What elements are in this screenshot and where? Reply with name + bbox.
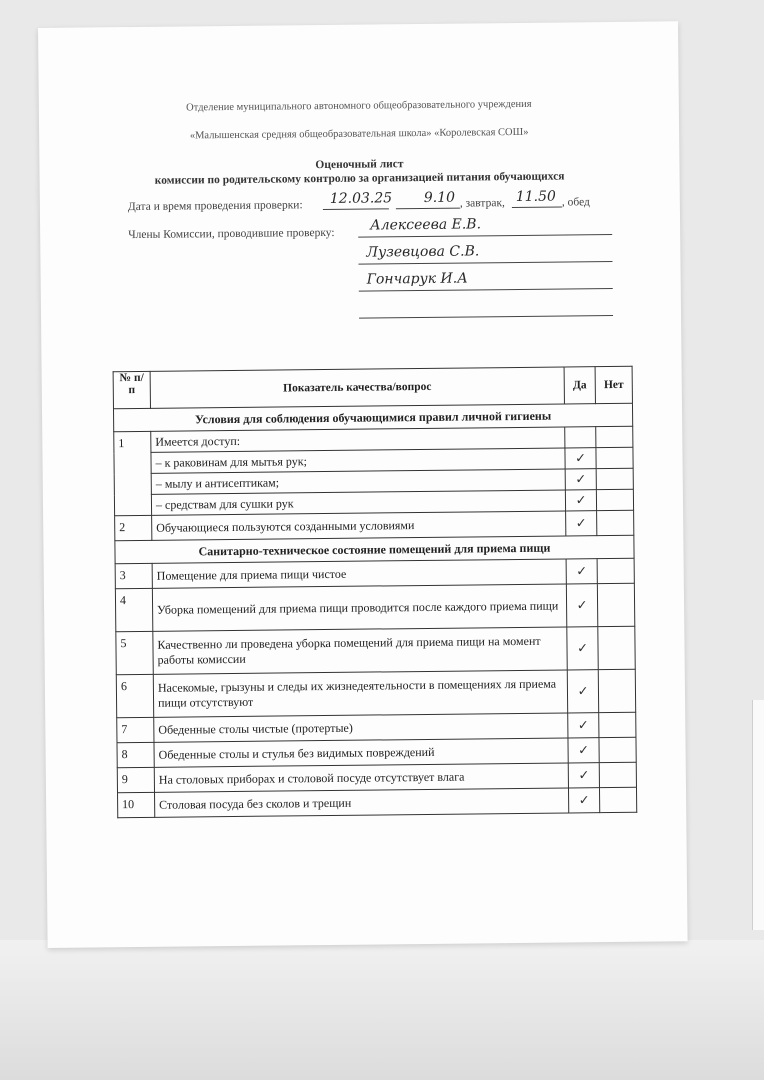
member-name-2: Лузевцова С.В. [366, 243, 480, 261]
header-yes: Да [564, 367, 595, 404]
row-text: Обеденные столы и стулья без видимых повреждений [154, 738, 568, 767]
no-cell [596, 447, 633, 468]
yes-cell: ✓ [566, 584, 597, 627]
no-cell [596, 468, 633, 489]
no-cell [598, 669, 635, 712]
no-cell [599, 787, 636, 812]
document-page [38, 21, 688, 948]
yes-cell: ✓ [565, 490, 596, 511]
yes-cell: ✓ [568, 713, 599, 738]
section-title-2: Санитарно-техническое состояние помещений для приема пищи [115, 535, 634, 563]
table-row [118, 787, 637, 817]
row-text: Столовая посуда без сколов и трещин [155, 788, 569, 817]
time1-value: 9.10 [423, 189, 456, 206]
no-cell [598, 626, 635, 669]
yes-cell: ✓ [566, 559, 597, 584]
evaluation-table [113, 366, 638, 818]
row-num: 9 [117, 767, 154, 792]
yes-cell [565, 427, 596, 448]
row-text: – средствам для сушки рук [151, 490, 565, 515]
row-text: – мылу и антисептикам; [151, 469, 565, 494]
table-row [116, 626, 635, 674]
section-title-1: Условия для соблюдения обучающимися правил личной гигиены [113, 403, 632, 431]
row-text: Уборка помещений для приема пищи проводится после каждого приема пищи [152, 584, 566, 631]
row-text: Обеденные столы чистые (протертые) [154, 713, 568, 742]
row-num: 1 [114, 431, 152, 515]
table-row [116, 669, 635, 717]
row-num: 4 [115, 588, 152, 631]
row-num: 2 [115, 515, 152, 540]
background-surface [0, 940, 764, 1080]
header-line-2: «Малышенская средняя общеобразовательная школа» «Королевская СОШ» [189, 126, 529, 142]
meal1-label: , завтрак, [459, 197, 505, 210]
document-title: Оценочный лист [315, 158, 404, 172]
date-value: 12.03.25 [329, 190, 393, 207]
yes-cell: ✓ [565, 469, 596, 490]
no-cell [597, 583, 634, 626]
no-cell [596, 426, 633, 447]
yes-cell: ✓ [567, 670, 598, 713]
row-text: На столовых приборах и столовой посуде отсутствует влага [154, 763, 568, 792]
row-text: Насекомые, грызуны и следы их жизнедеятельности в помещениях ля приема пищи отсутствуют [153, 670, 567, 717]
row-text: Имеется доступ: [151, 427, 565, 452]
no-cell [597, 558, 634, 583]
meal2-label: , обед [561, 196, 590, 209]
no-cell [596, 489, 633, 510]
inspection-label: Дата и время проведения проверки: [127, 199, 303, 214]
table-header-row [113, 366, 632, 408]
time2-value: 11.50 [515, 188, 556, 206]
members-label: Члены Комиссии, проводившие проверку: [128, 226, 335, 242]
no-cell [599, 712, 636, 737]
row-num: 5 [116, 631, 153, 674]
yes-cell: ✓ [565, 448, 596, 469]
table-row [115, 583, 634, 631]
yes-cell: ✓ [566, 511, 597, 536]
row-num: 3 [115, 563, 152, 588]
row-text: Качественно ли проведена уборка помещений для приема пищи на момент работы комиссии [153, 627, 567, 674]
member-name-3: Гончарук И.А [366, 270, 468, 288]
member-line-4 [359, 301, 613, 319]
row-text: – к раковинам для мытья рук; [151, 448, 565, 473]
yes-cell: ✓ [568, 788, 599, 813]
no-cell [597, 510, 634, 535]
document-subtitle: комиссии по родительскому контролю за организацией питания обучающихся [154, 170, 565, 187]
yes-cell: ✓ [568, 738, 599, 763]
header-line-1: Отделение муниципального автономного общеобразовательного учреждения [186, 98, 532, 114]
no-cell [599, 737, 636, 762]
row-num: 10 [118, 792, 155, 817]
row-num: 7 [117, 717, 154, 742]
adjacent-sheet-edge [752, 700, 764, 930]
yes-cell: ✓ [568, 763, 599, 788]
header-no: Нет [595, 366, 632, 403]
row-text: Помещение для приема пищи чистое [152, 559, 566, 588]
member-name-1: Алексеева Е.В. [370, 216, 482, 234]
no-cell [599, 762, 636, 787]
header-num: № п/п [113, 371, 150, 408]
yes-cell: ✓ [567, 627, 598, 670]
row-num: 8 [117, 742, 154, 767]
row-num: 6 [116, 674, 153, 717]
row-text: Обучающиеся пользуются созданными условиями [152, 511, 566, 540]
header-indicator: Показатель качества/вопрос [150, 367, 564, 408]
